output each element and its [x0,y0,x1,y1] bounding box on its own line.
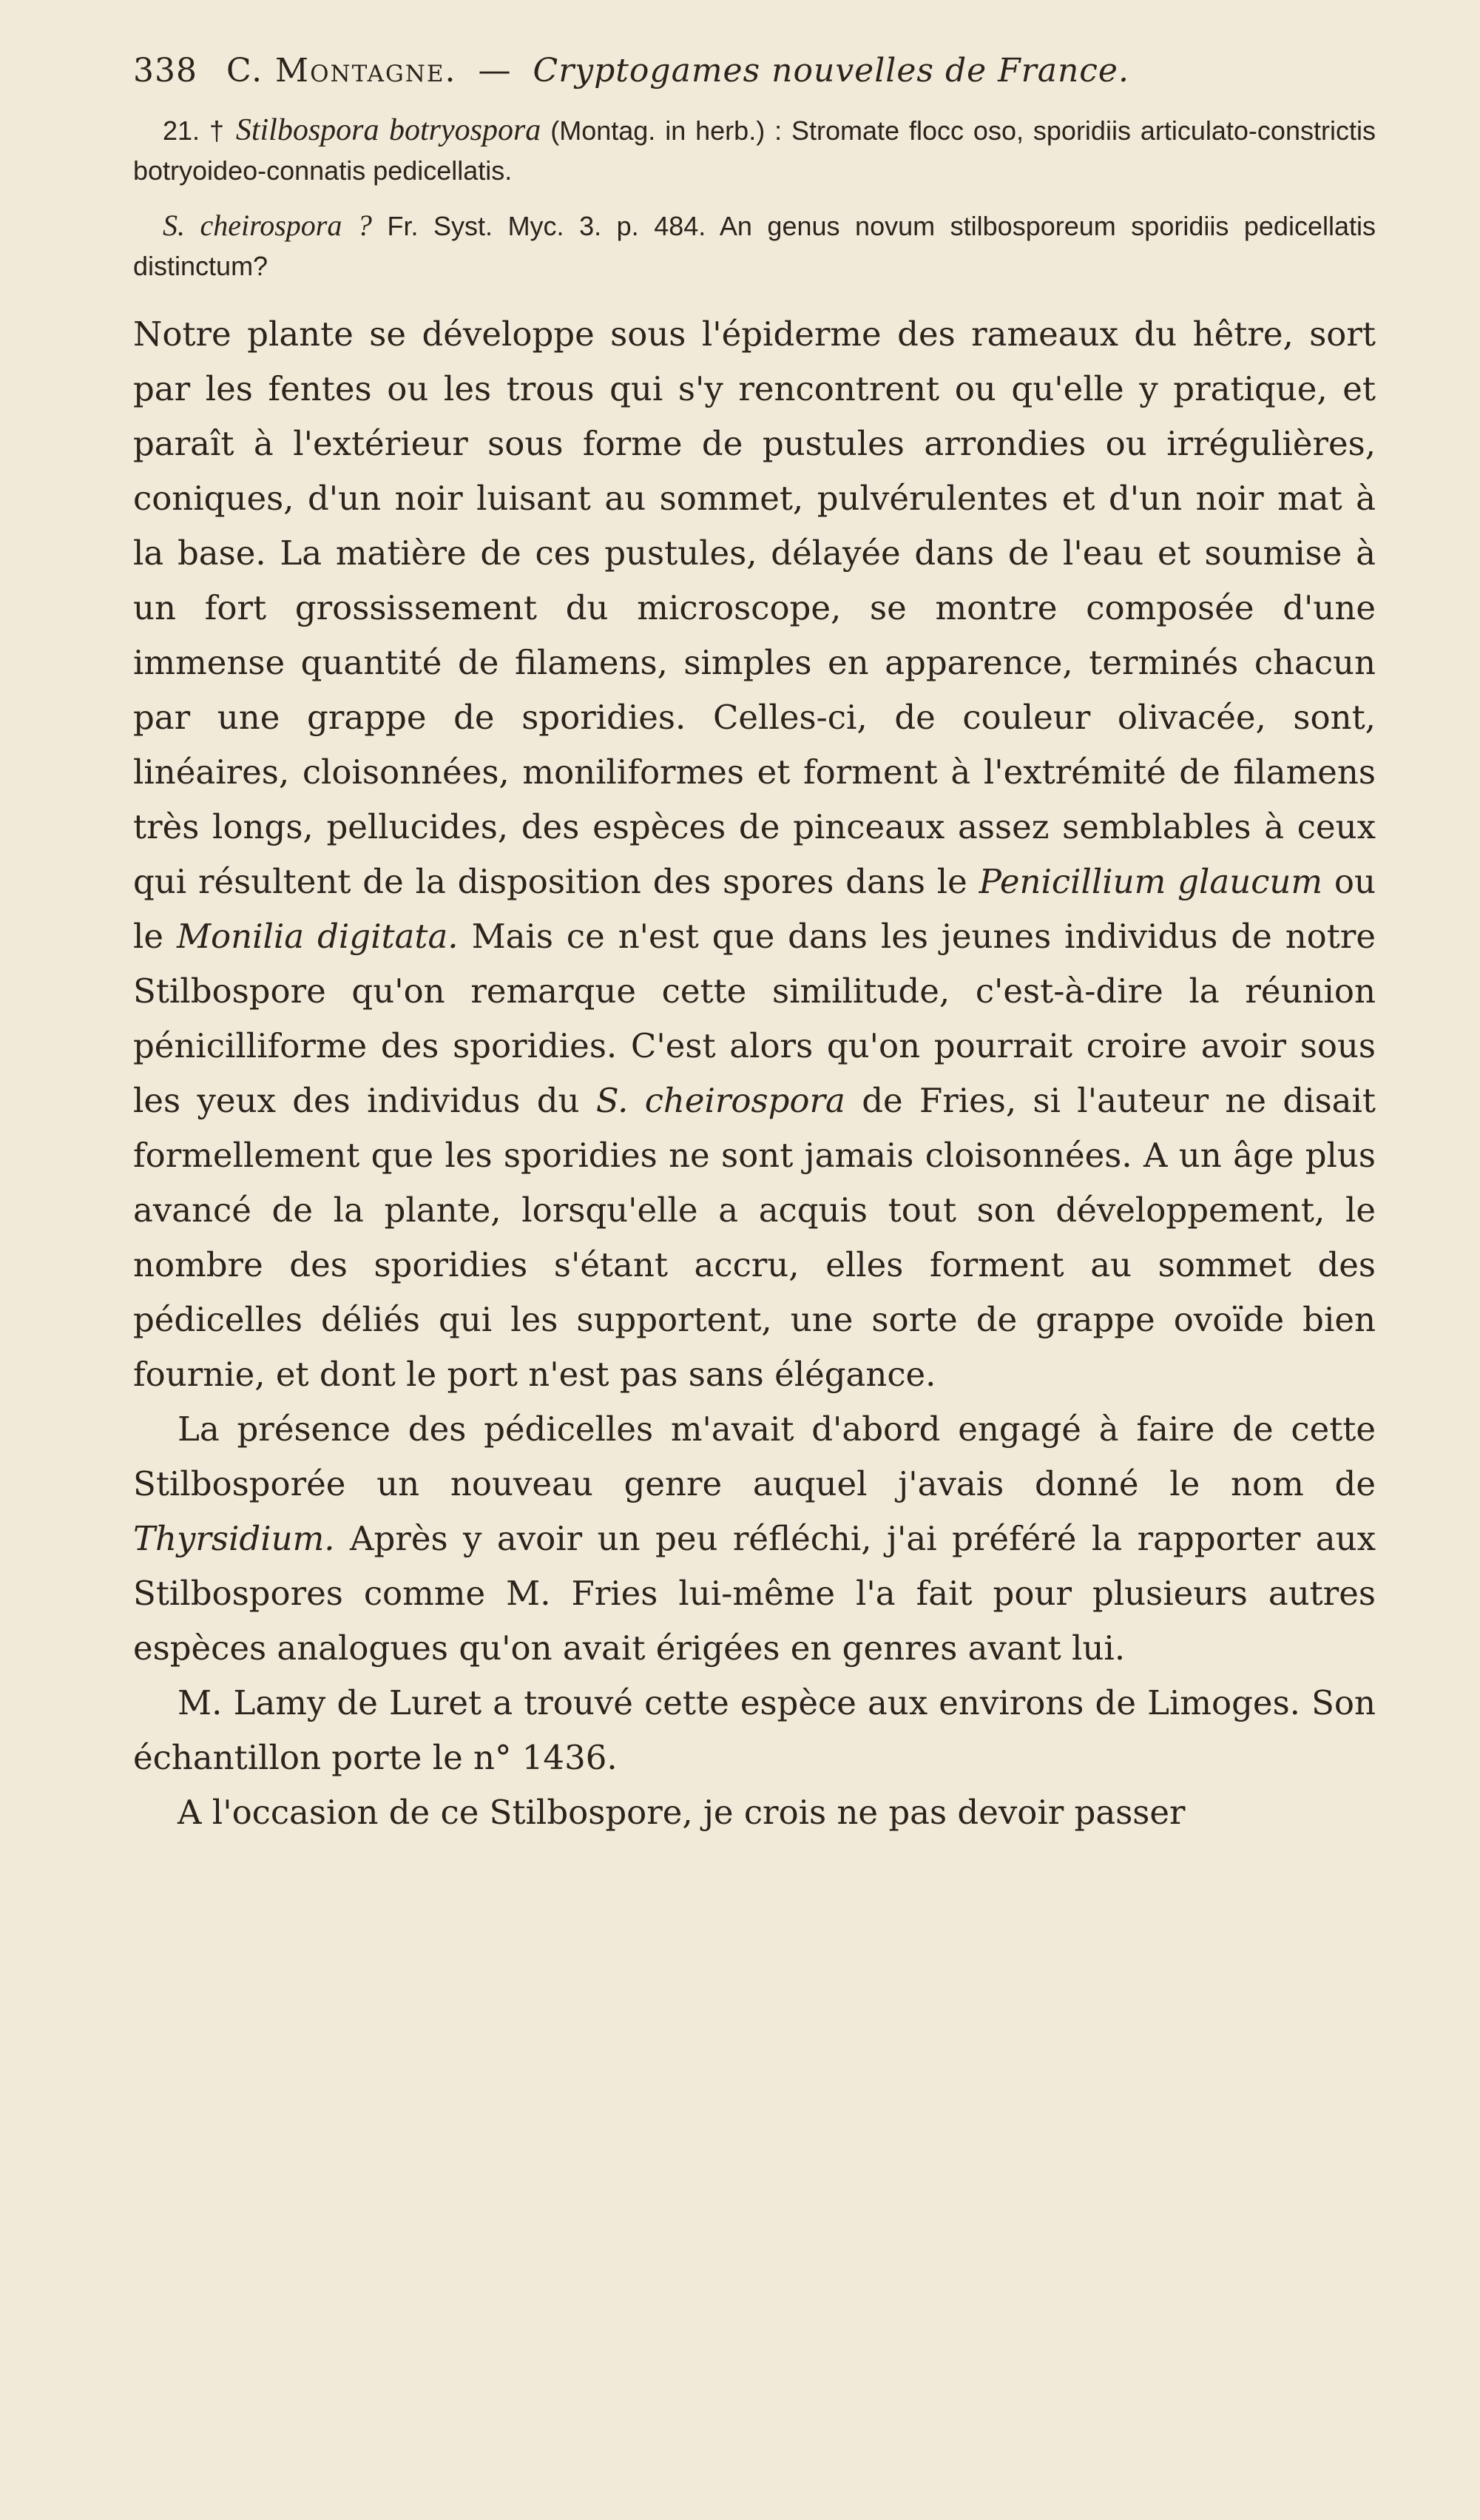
species-description: (Montag. in herb.) : Stromate flocc oso, sporidiis articulato-constrictis botryoideo-connatis pedicellatis. [133,115,1376,186]
text-run: A l'occasion de ce Stilbospore, je crois ne pas devoir passer [178,1793,1186,1832]
species-number: 21. [163,115,200,146]
paragraph [133,1402,1376,1676]
synonym-entry [133,206,1376,286]
body-text [133,307,1376,1840]
paragraph [133,1785,1376,1840]
text-run: La présence des pédicelles m'avait d'abord engagé à faire de cette Stilbosporée un nouveau genre auquel j'avais donné le nom de [133,1409,1376,1503]
header-dash: — [478,52,512,90]
text-run: Après y avoir un peu réfléchi, j'ai préféré la rapporter aux Stilbospores comme M. Fries lui-même l'a fait pour plusieurs autres espèces analogues qu'on avait érigées en genres avant lui. [133,1519,1376,1668]
synonym-citation: Fr. Syst. Myc. 3. p. 484. An genus novum stilbosporeum sporidiis pedicellatis distinctum? [133,211,1376,281]
dagger-mark: † [209,115,226,146]
work-title: Cryptogames nouvelles de France. [533,52,1129,90]
author-name: C. Montagne. [226,52,457,90]
text-run: ou le [133,862,1376,956]
text-run: M. Lamy de Luret a trouvé cette espèce aux environs de Limoges. Son échantillon porte le n° 1436. [133,1683,1376,1777]
paragraph [133,1676,1376,1785]
text-run: Mais ce n'est que dans les jeunes individus de notre Stilbospore qu'on remarque cette similitude, c'est-à-dire la réunion pénicilliforme des sporidies. C'est alors qu'on pourrait croire avoir sous les yeux des individus du [133,917,1376,1120]
species-entry [133,110,1376,191]
species-name: Stilbospora botryospora [235,113,541,147]
italic-term: Thyrsidium. [133,1519,335,1558]
synonym-name: S. cheirospora ? [163,209,372,242]
italic-term: Penicillium glaucum [979,862,1323,901]
page-number: 338 [133,52,197,90]
italic-term: S. cheirospora [595,1081,845,1120]
running-header [133,52,1376,90]
italic-term: Monilia digitata. [176,917,459,956]
paragraph [133,307,1376,1402]
text-run: de Fries, si l'auteur ne disait formellement que les sporidies ne sont jamais cloisonnées. A un âge plus avancé de la plante, lorsqu'elle a acquis tout son développement, le nombre des sporidies s'étant accru, elles forment au sommet des pédicelles déliés qui les supportent, une sorte de grappe ovoïde bien fournie, et dont le port n'est pas sans élégance. [133,1081,1376,1394]
page [133,52,1376,1840]
text-run: Notre plante se développe sous l'épiderme des rameaux du hêtre, sort par les fentes ou les trous qui s'y rencontrent ou qu'elle y pratique, et paraît à l'extérieur sous forme de pustules arrondies ou irrégulières, coniques, d'un noir luisant au sommet, pulvérulentes et d'un noir mat à la base. La matière de ces pustules, délayée dans de l'eau et soumise à un fort grossissement du microscope, se montre composée d'une immense quantité de filamens, simples en apparence, terminés chacun par une grappe de sporidies. Celles-ci, de couleur olivacée, sont, linéaires, cloisonnées, moniliformes et forment à l'extrémité de filamens très longs, pellucides, des espèces de pinceaux assez semblables à ceux qui résultent de la disposition des spores dans le [133,314,1376,901]
